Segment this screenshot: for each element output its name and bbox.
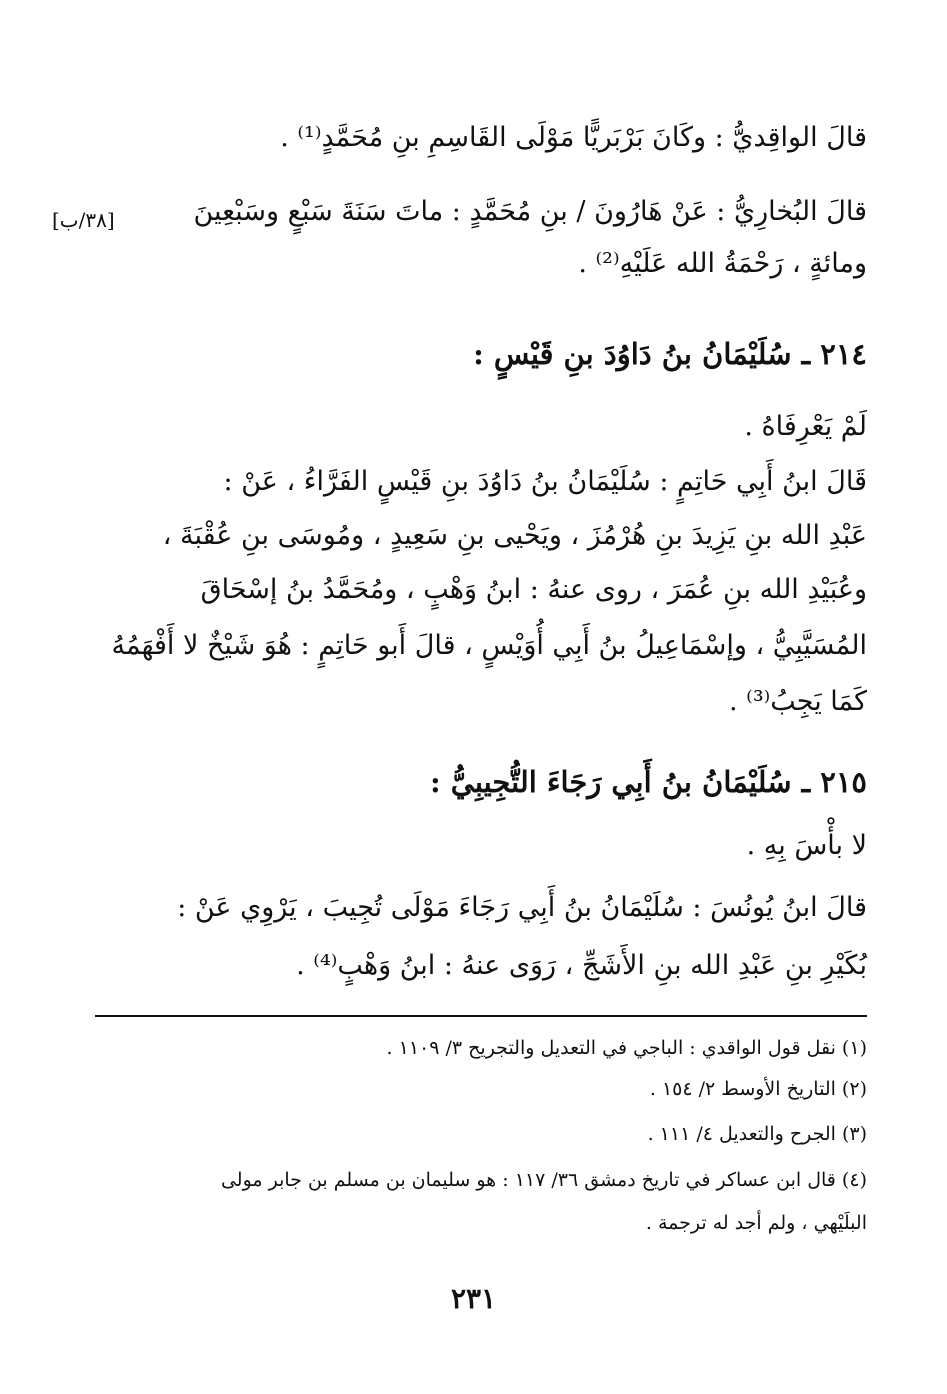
text-line: كَمَا يَجِبُ⁽³⁾ . bbox=[729, 686, 867, 717]
text-line: وعُبَيْدِ الله بنِ عُمَرَ ، روى عنهُ : ابنُ وَهْبٍ ، ومُحَمَّدُ بنُ إسْحَاقَ bbox=[200, 574, 867, 605]
manuscript-folio-marker: [٣٨/ب] bbox=[52, 208, 115, 232]
text-line: قالَ ابنُ يُونُسَ : سُلَيْمَانُ بنُ أَبِي رَجَاءَ مَوْلَى تُجِيبَ ، يَرْوِي عَنْ : bbox=[177, 892, 867, 923]
entry-verdict: لا بأْسَ بِهِ . bbox=[746, 830, 867, 861]
text-line: المُسَيَّبِيُّ ، وإسْمَاعِيلُ بنُ أَبِي أُوَيْسٍ ، قالَ أَبو حَاتِمٍ : هُوَ شَيْخٌ لا أَفْهَمُهُ bbox=[111, 630, 867, 661]
text-line: قَالَ ابنُ أَبِي حَاتِمٍ : سُلَيْمَانُ بنُ دَاوُدَ بنِ قَيْسٍ الفَرَّاءُ ، عَنْ : bbox=[223, 466, 867, 497]
entry-verdict: لَمْ يَعْرِفَاهُ . bbox=[744, 411, 867, 442]
text-line: قالَ البُخارِيُّ : عَنْ هَارُونَ / بنِ مُحَمَّدٍ : ماتَ سَنَةَ سَبْعٍ وسَبْعِينَ bbox=[193, 196, 867, 227]
footnote: (٣) الجرح والتعديل ٤/ ١١١ . bbox=[647, 1123, 867, 1145]
footnote-divider bbox=[95, 1015, 867, 1017]
text-line: قالَ الواقِديُّ : وكَانَ بَرْبَريًّا مَوْلَى القَاسِمِ بنِ مُحَمَّدٍ⁽¹⁾ . bbox=[280, 122, 867, 153]
entry-heading-215: ٢١٥ ـ سُلَيْمَانُ بنُ أَبِي رَجَاءَ التُّجِيبِيُّ : bbox=[429, 765, 867, 799]
text-line: بُكَيْرِ بنِ عَبْدِ الله بنِ الأَشَجِّ ، رَوَى عنهُ : ابنُ وَهْبٍ⁽⁴⁾ . bbox=[296, 950, 867, 981]
footnote: (٤) قال ابن عساكر في تاريخ دمشق ٣٦/ ١١٧ : هو سليمان بن مسلم بن جابر مولى bbox=[220, 1169, 867, 1191]
text-line: ومائةٍ ، رَحْمَةُ الله عَلَيْهِ⁽²⁾ . bbox=[578, 248, 867, 279]
footnote: (٢) التاريخ الأوسط ٢/ ١٥٤ . bbox=[649, 1078, 867, 1100]
footnote: البلَيْهي ، ولم أجد له ترجمة . bbox=[645, 1212, 867, 1234]
entry-heading-214: ٢١٤ ـ سُلَيْمَانُ بنُ دَاوُدَ بنِ قَيْسٍ : bbox=[473, 337, 867, 371]
text-line: عَبْدِ الله بنِ يَزِيدَ بنِ هُرْمُزَ ، ويَحْيى بنِ سَعِيدٍ ، ومُوسَى بنِ عُقْبَةَ ، bbox=[162, 520, 867, 551]
page-number: ٢٣١ bbox=[450, 1282, 497, 1315]
footnote: (١) نقل قول الواقدي : الباجي في التعديل والتجريح ٣/ ١١٠٩ . bbox=[386, 1037, 867, 1059]
